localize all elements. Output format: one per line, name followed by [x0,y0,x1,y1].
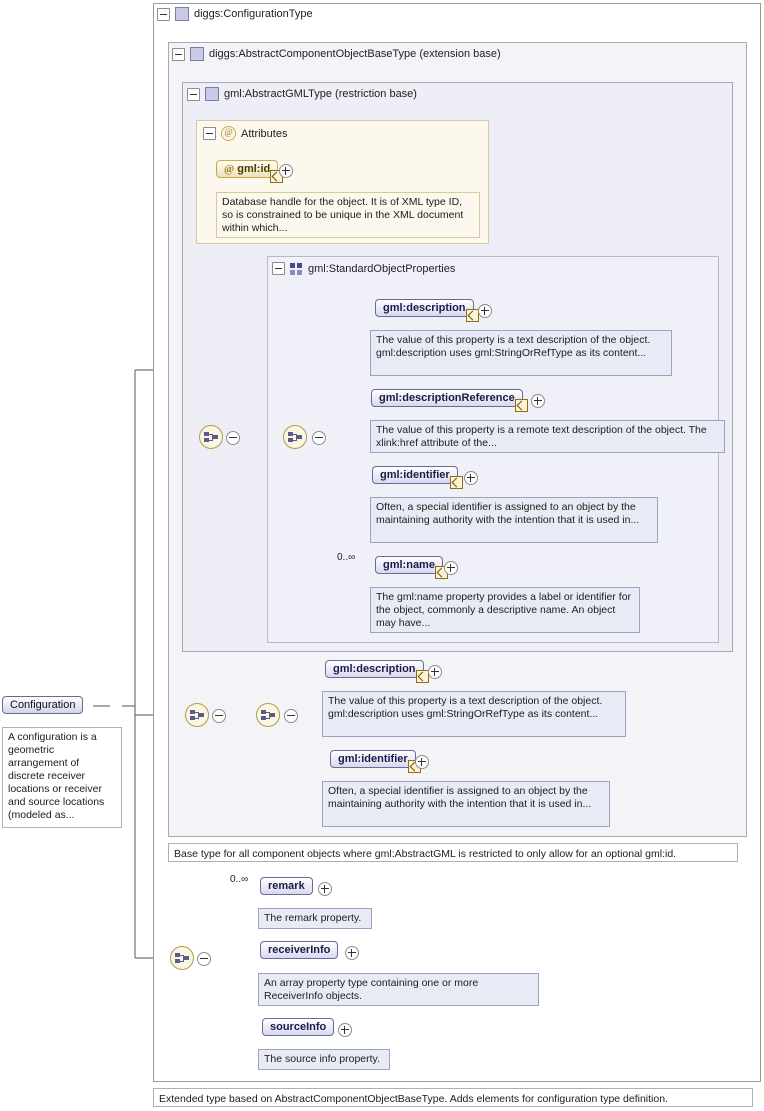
element-node-gml-description-base[interactable] [325,660,424,678]
sequence-icon [290,263,303,275]
element-node-gml-identifier-sop[interactable] [372,466,458,484]
link-arrow-icon [416,670,429,683]
link-arrow-icon [450,476,463,489]
expand-gml-identifier-base[interactable] [415,755,429,772]
container-title: gml:StandardObjectProperties [308,262,456,275]
minus-icon [312,431,326,445]
title-attributes [203,126,287,141]
plus-icon [478,304,492,318]
plus-icon [464,471,478,485]
element-node-receiverinfo[interactable] [260,941,338,959]
element-node-label: gml:identifier [380,469,450,481]
expand-gml-description-sop[interactable] [478,304,492,321]
plus-icon [444,561,458,575]
element-node-label: receiverInfo [268,944,331,956]
attribute-icon: @ [221,126,236,141]
title-configuration-type [157,7,313,21]
minus-icon [226,431,240,445]
element-node-box [325,660,424,678]
minus-icon [197,952,211,966]
element-node-label: gml:description [333,663,416,675]
complex-type-icon [190,47,204,61]
plus-icon [338,1023,352,1037]
minus-icon [212,709,226,723]
element-node-gml-name[interactable] [375,556,443,574]
collapse-sequence-standard-object-properties[interactable] [312,431,326,448]
sequence-compositor-gml-base[interactable] [199,425,223,449]
sequence-icon [175,952,189,964]
sequence-compositor-standard-object-properties[interactable] [283,425,307,449]
root-node-label: Configuration [2,696,83,714]
complex-type-icon [205,87,219,101]
element-node-remark[interactable] [260,877,313,895]
title-abstract-component-object-base-type [172,47,501,61]
container-title: diggs:AbstractComponentObjectBaseType (extension base) [209,48,501,60]
collapse-toggle-configuration-type[interactable] [157,8,170,21]
note-extended-type: Extended type based on AbstractComponentObjectBaseType. Adds elements for configuration type definition. [153,1088,753,1107]
collapse-toggle-attributes[interactable] [203,127,216,140]
doc-gml-name: The gml:name property provides a label or identifier for the object, commonly a descriptive name. An object may have... [370,587,640,633]
element-node-box [330,750,416,768]
collapse-toggle-standard-object-properties[interactable] [272,262,285,275]
element-node-label: gml:descriptionReference [379,392,515,404]
root-node-doc: A configuration is a geometric arrangement of discrete receiver locations or receiver and source locations (modeled as... [2,727,122,828]
doc-gml-description-base: The value of this property is a text description of the object. gml:description uses gml:StringOrRefType as its content... [322,691,626,737]
plus-icon [531,394,545,408]
element-node-box [375,556,443,574]
doc-gml-description-sop: The value of this property is a text description of the object. gml:description uses gml:StringOrRefType as its content... [370,330,672,376]
sequence-icon [261,709,275,721]
at-symbol-icon: @ [224,163,235,175]
expand-attribute-gml-id[interactable] [279,164,293,181]
element-node-box [262,1018,334,1036]
container-title: gml:AbstractGMLType (restriction base) [224,88,417,100]
expand-remark[interactable] [318,882,332,899]
title-standard-object-properties [272,262,455,275]
plus-icon [428,665,442,679]
complex-type-icon [175,7,189,21]
collapse-sequence-configuration[interactable] [197,952,211,969]
container-title: Attributes [241,127,288,140]
note-base-type: Base type for all component objects where gml:AbstractGML is restricted to only allow for an optional gml:id. [168,843,738,862]
attribute-doc-gml-id: Database handle for the object. It is of XML type ID, so is constrained to be unique in the XML document within which... [216,192,480,238]
cardinality-remark: 0..∞ [230,874,249,885]
element-node-box [260,941,338,959]
container-title: diggs:ConfigurationType [194,8,313,20]
doc-receiverinfo: An array property type containing one or more ReceiverInfo objects. [258,973,539,1006]
sequence-icon [190,709,204,721]
link-arrow-icon [515,399,528,412]
collapse-toggle-abstract-gml-type[interactable] [187,88,200,101]
doc-gml-descriptionreference: The value of this property is a remote text description of the object. The xlink:href attribute of the... [370,420,725,453]
collapse-sequence-component-base[interactable] [212,709,226,726]
minus-icon [284,709,298,723]
collapse-toggle-abstract-component-object-base-type[interactable] [172,48,185,61]
attribute-node-gml-id[interactable] [216,160,278,178]
doc-gml-identifier-base: Often, a special identifier is assigned to an object by the maintaining authority with the intention that it is used in... [322,781,610,827]
doc-sourceinfo: The source info property. [258,1049,390,1070]
expand-gml-descriptionreference[interactable] [531,394,545,411]
expand-gml-name[interactable] [444,561,458,578]
attribute-node-label: gml:id [237,163,271,175]
element-node-box [372,466,458,484]
element-node-label: remark [268,880,305,892]
doc-gml-identifier-sop: Often, a special identifier is assigned to an object by the maintaining authority with the intention that it is used in... [370,497,658,543]
element-node-label: gml:description [383,302,466,314]
element-node-box [375,299,474,317]
attribute-node-box [216,160,278,178]
collapse-sequence-gml-base[interactable] [226,431,240,448]
sequence-icon [204,431,218,443]
plus-icon [279,164,293,178]
plus-icon [318,882,332,896]
expand-sourceinfo[interactable] [338,1023,352,1040]
element-node-label: gml:identifier [338,753,408,765]
element-node-label: gml:name [383,559,435,571]
expand-gml-identifier-sop[interactable] [464,471,478,488]
element-node-gml-descriptionreference[interactable] [371,389,523,407]
title-abstract-gml-type [187,87,417,101]
plus-icon [415,755,429,769]
sequence-compositor-configuration[interactable] [170,946,194,970]
element-node-sourceinfo[interactable] [262,1018,334,1036]
link-arrow-icon [466,309,479,322]
element-node-box [371,389,523,407]
expand-gml-description-base[interactable] [428,665,442,682]
plus-icon [345,946,359,960]
element-node-gml-description-sop[interactable] [375,299,474,317]
sequence-compositor-component-base[interactable] [185,703,209,727]
sequence-compositor-component-base-inner[interactable] [256,703,280,727]
root-node-configuration[interactable] [2,696,83,714]
element-node-label: sourceInfo [270,1021,327,1033]
expand-receiverinfo[interactable] [345,946,359,963]
collapse-sequence-component-base-inner[interactable] [284,709,298,726]
sequence-icon [288,431,302,443]
element-node-box [260,877,313,895]
doc-remark: The remark property. [258,908,372,929]
cardinality-gml-name: 0..∞ [337,552,356,563]
element-node-gml-identifier-base[interactable] [330,750,416,768]
